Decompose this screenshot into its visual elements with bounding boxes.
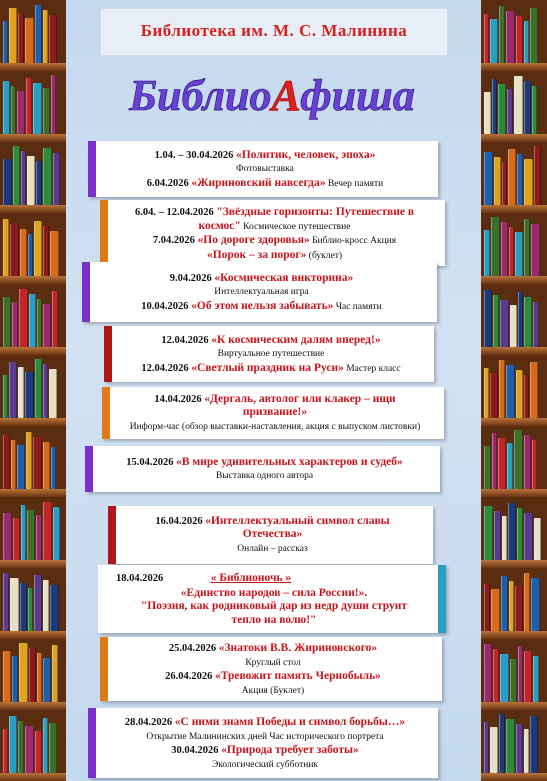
book-spine bbox=[534, 518, 541, 560]
book-spine bbox=[49, 369, 57, 418]
book-spine bbox=[34, 221, 42, 276]
book-spine bbox=[13, 146, 20, 205]
event-line bbox=[118, 334, 424, 348]
book-spine bbox=[510, 305, 517, 347]
event-title: космос" bbox=[198, 219, 241, 232]
book-spine bbox=[27, 156, 35, 205]
event-line bbox=[114, 656, 432, 671]
event-card bbox=[102, 387, 444, 439]
event-date: 9.04.2026 bbox=[169, 272, 215, 284]
event-date: 6.04.2026 bbox=[146, 177, 192, 189]
book-spine bbox=[9, 362, 17, 418]
book-spine bbox=[507, 443, 513, 489]
event-title: Отечества» bbox=[242, 528, 303, 541]
event-card bbox=[82, 262, 437, 322]
event-text bbox=[108, 506, 433, 564]
book-spine bbox=[494, 157, 501, 205]
book-spine bbox=[490, 373, 498, 418]
book-spine bbox=[491, 217, 500, 276]
event-card bbox=[85, 446, 440, 492]
book-spine bbox=[3, 375, 8, 418]
event-line bbox=[99, 469, 430, 484]
event-spacer bbox=[163, 574, 211, 584]
event-title: «С ними знамя Победы и символ борьбы…» bbox=[174, 716, 406, 728]
book-spine bbox=[524, 375, 529, 418]
book-spine bbox=[18, 721, 24, 773]
event-card bbox=[88, 141, 438, 197]
header-banner bbox=[100, 8, 448, 56]
event-title: "Звёздные горизонты: Путешествие в bbox=[216, 206, 415, 218]
event-card bbox=[98, 565, 446, 633]
book-spine bbox=[524, 573, 530, 631]
book-spine bbox=[49, 723, 57, 773]
event-line bbox=[116, 406, 434, 420]
event-line bbox=[122, 515, 423, 529]
event-title: « Библионочь » bbox=[210, 572, 292, 584]
event-date: 12.04.2026 bbox=[141, 362, 192, 374]
book-spine bbox=[484, 230, 490, 276]
book-spine bbox=[3, 651, 11, 702]
book-spine bbox=[11, 440, 16, 489]
book-spine bbox=[10, 224, 19, 276]
event-line bbox=[102, 730, 428, 745]
book-spine bbox=[514, 76, 523, 134]
book-spine bbox=[29, 294, 36, 347]
book-spine bbox=[53, 507, 60, 560]
book-spine bbox=[43, 658, 51, 702]
event-subtitle: Фотовыставка bbox=[236, 164, 294, 175]
book-spine bbox=[17, 91, 25, 134]
book-spine bbox=[524, 651, 532, 702]
book-spine bbox=[49, 15, 57, 63]
event-title: «Космическая викторина» bbox=[214, 271, 354, 284]
event-line bbox=[112, 572, 436, 587]
book-spine bbox=[493, 649, 499, 702]
event-text bbox=[100, 637, 442, 701]
book-spine bbox=[37, 653, 42, 702]
event-date: 12.04.2026 bbox=[161, 334, 212, 346]
event-subtitle: (буклет) bbox=[306, 250, 343, 261]
book-spine bbox=[493, 295, 499, 347]
event-line bbox=[96, 285, 427, 300]
event-title: «Об этом нельзя забывать» bbox=[191, 299, 334, 312]
event-text bbox=[88, 141, 438, 197]
event-line bbox=[114, 234, 435, 249]
event-title: призвание!» bbox=[242, 406, 308, 419]
book-spine bbox=[533, 656, 539, 702]
book-spine bbox=[507, 89, 513, 134]
event-card bbox=[108, 506, 433, 564]
book-spine bbox=[51, 447, 56, 489]
book-spine bbox=[524, 159, 533, 205]
event-line bbox=[102, 149, 428, 163]
event-subtitle: Открытие Малининских дней Час исторического портрета bbox=[146, 731, 384, 742]
book-spine bbox=[43, 502, 52, 560]
event-card bbox=[104, 326, 434, 382]
book-spine bbox=[36, 161, 42, 205]
event-text bbox=[88, 708, 438, 778]
book-spine bbox=[490, 19, 498, 63]
book-spine bbox=[484, 152, 493, 205]
book-spine bbox=[499, 714, 505, 773]
book-spine bbox=[19, 643, 28, 702]
book-spine bbox=[509, 227, 514, 276]
book-spine bbox=[506, 719, 515, 773]
book-spine bbox=[533, 302, 539, 347]
book-spine bbox=[21, 505, 26, 560]
book-spine bbox=[35, 359, 42, 418]
book-spine bbox=[530, 362, 538, 418]
svg-text:БиблиоАфиша: БиблиоАфиша bbox=[129, 71, 415, 120]
book-spine bbox=[43, 10, 48, 63]
book-spine bbox=[514, 430, 523, 489]
book-spine bbox=[530, 8, 538, 63]
book-spine bbox=[33, 83, 42, 134]
book-spine bbox=[53, 153, 60, 205]
book-spine bbox=[28, 234, 33, 276]
book-spine bbox=[484, 722, 489, 773]
book-spine bbox=[516, 370, 523, 418]
book-spine bbox=[25, 18, 34, 63]
book-spine bbox=[492, 433, 497, 489]
library-title: Библиотека им. М. С. Малинина bbox=[140, 21, 408, 40]
book-spine bbox=[524, 513, 533, 560]
book-spine bbox=[499, 360, 505, 418]
book-spine bbox=[3, 513, 12, 560]
book-spine bbox=[508, 149, 516, 205]
book-spine bbox=[532, 86, 537, 134]
event-subtitle: Выставка одного автора bbox=[215, 471, 314, 481]
book-spine bbox=[524, 435, 531, 489]
event-text bbox=[98, 565, 446, 633]
event-date: 25.04.2026 bbox=[168, 643, 219, 654]
event-title: «Дергаль, автолог или клакер – ищи bbox=[204, 392, 396, 405]
event-line bbox=[96, 300, 427, 315]
book-spine bbox=[492, 79, 497, 134]
book-spine bbox=[25, 372, 34, 418]
book-spine bbox=[500, 300, 509, 347]
event-subtitle: Космическое путешествие bbox=[240, 221, 351, 232]
book-spine bbox=[506, 11, 515, 63]
book-spine bbox=[510, 659, 517, 702]
event-line bbox=[114, 206, 435, 220]
book-spine bbox=[3, 21, 8, 63]
event-line bbox=[114, 249, 435, 264]
event-title: «К космическим далям вперед!» bbox=[211, 333, 381, 346]
bibliafisha-logo bbox=[129, 66, 415, 124]
book-spine bbox=[19, 289, 28, 347]
book-spine bbox=[484, 644, 492, 702]
book-spine bbox=[515, 232, 523, 276]
event-text bbox=[100, 200, 445, 266]
event-title: "Поэзия, как родниковый дар из недр души струит bbox=[140, 600, 408, 612]
event-title: «Тревожит память Чернобыль» bbox=[214, 670, 381, 682]
event-card bbox=[100, 200, 445, 266]
event-date: 6.04. – 12.04.2026 bbox=[134, 207, 217, 218]
event-title: тепло на волю!" bbox=[231, 613, 317, 626]
book-spine bbox=[12, 656, 18, 702]
event-card bbox=[100, 637, 442, 701]
event-line bbox=[118, 362, 424, 377]
book-spine bbox=[10, 578, 19, 631]
event-line bbox=[102, 758, 428, 773]
book-spine bbox=[501, 576, 508, 631]
book-spine bbox=[27, 510, 35, 560]
book-spine bbox=[500, 654, 509, 702]
book-spine bbox=[36, 515, 42, 560]
book-spine bbox=[532, 440, 537, 489]
event-date: 18.04.2026 bbox=[116, 573, 164, 584]
book-spine bbox=[11, 86, 16, 134]
book-spine bbox=[484, 446, 491, 489]
book-spine bbox=[3, 219, 9, 276]
bookshelf-right bbox=[481, 0, 547, 781]
book-spine bbox=[517, 508, 523, 560]
event-title: «Природа требует заботы» bbox=[221, 744, 359, 756]
book-spine bbox=[43, 364, 48, 418]
event-line bbox=[102, 744, 428, 758]
book-spine bbox=[25, 726, 34, 773]
event-line bbox=[118, 347, 424, 362]
event-date: 26.04.2026 bbox=[165, 671, 215, 682]
book-spine bbox=[43, 148, 52, 205]
event-line bbox=[122, 528, 423, 542]
book-spine bbox=[3, 729, 8, 773]
book-spine bbox=[518, 292, 523, 347]
event-date: 7.04.2026 bbox=[152, 235, 198, 246]
book-spine bbox=[3, 297, 11, 347]
book-spine bbox=[517, 154, 523, 205]
book-spine bbox=[43, 580, 49, 631]
book-spine bbox=[26, 78, 32, 134]
event-line bbox=[112, 587, 436, 601]
event-line bbox=[114, 220, 435, 235]
event-line bbox=[102, 716, 428, 730]
event-title: «Светлый праздник на Руси» bbox=[191, 361, 344, 374]
book-spine bbox=[524, 219, 530, 276]
book-spine bbox=[20, 229, 27, 276]
book-spine bbox=[524, 297, 532, 347]
event-text bbox=[104, 326, 434, 382]
book-spine bbox=[13, 518, 20, 560]
event-line bbox=[102, 177, 428, 192]
book-spine bbox=[3, 435, 10, 489]
book-spine bbox=[524, 729, 529, 773]
event-subtitle: Час памяти bbox=[333, 301, 382, 312]
book-spine bbox=[37, 299, 42, 347]
book-spine bbox=[43, 226, 49, 276]
book-spine bbox=[531, 224, 540, 276]
book-spine bbox=[515, 586, 523, 631]
book-spine bbox=[484, 506, 493, 560]
book-spine bbox=[20, 583, 27, 631]
event-date: 1.04. – 30.04.2026 bbox=[154, 149, 236, 161]
book-spine bbox=[499, 6, 505, 63]
book-spine bbox=[516, 724, 523, 773]
book-spine bbox=[26, 432, 32, 489]
book-spine bbox=[52, 645, 58, 702]
book-spine bbox=[33, 437, 42, 489]
event-line bbox=[112, 600, 436, 614]
book-spine bbox=[531, 578, 540, 631]
book-spine bbox=[3, 573, 9, 631]
book-spine bbox=[3, 81, 10, 134]
book-spine bbox=[498, 438, 506, 489]
event-line bbox=[116, 393, 434, 407]
book-spine bbox=[502, 516, 507, 560]
event-subtitle: Онлайн – рассказ bbox=[237, 543, 308, 554]
event-subtitle: Библио-кросс Акция bbox=[309, 236, 397, 246]
book-spine bbox=[506, 365, 515, 418]
book-spine bbox=[484, 584, 490, 631]
book-spine bbox=[530, 716, 538, 773]
event-title: «Политик, человек, эпоха» bbox=[235, 148, 376, 161]
event-date: 28.04.2026 bbox=[124, 717, 175, 728]
event-date: 30.04.2026 bbox=[171, 745, 222, 756]
book-spine bbox=[490, 727, 498, 773]
event-title: «В мире удивительных характеров и судеб» bbox=[176, 455, 403, 468]
event-line bbox=[114, 670, 432, 684]
book-spine bbox=[524, 81, 531, 134]
event-line bbox=[112, 614, 436, 628]
event-title: «Единство народов – сила России!». bbox=[180, 586, 368, 599]
event-title: «По дороге здоровья» bbox=[197, 234, 310, 246]
event-text bbox=[85, 446, 440, 492]
event-subtitle: Интеллектуальная игра bbox=[214, 287, 309, 298]
book-spine bbox=[508, 503, 516, 560]
event-line bbox=[99, 456, 430, 470]
book-spine bbox=[50, 231, 59, 276]
event-card bbox=[88, 708, 438, 778]
book-spine bbox=[43, 718, 48, 773]
book-spine bbox=[35, 731, 42, 773]
book-spine bbox=[43, 442, 50, 489]
event-title: «Знатоки В.В. Жириновского» bbox=[218, 642, 378, 654]
book-spine bbox=[484, 14, 489, 63]
event-date: 15.04.2026 bbox=[126, 456, 177, 468]
event-line bbox=[114, 642, 432, 656]
event-date: 10.04.2026 bbox=[141, 300, 192, 312]
event-text bbox=[82, 262, 437, 322]
book-spine bbox=[21, 151, 26, 205]
book-spine bbox=[518, 646, 523, 702]
book-spine bbox=[17, 445, 25, 489]
book-spine bbox=[9, 716, 17, 773]
book-spine bbox=[524, 21, 529, 63]
book-spine bbox=[509, 581, 514, 631]
book-spine bbox=[484, 92, 491, 134]
book-spine bbox=[484, 368, 489, 418]
book-spine bbox=[18, 13, 24, 63]
event-subtitle: Экологический субботник bbox=[211, 759, 319, 770]
event-title: «Порок – за порог» bbox=[206, 248, 307, 261]
book-spine bbox=[534, 146, 541, 205]
book-spine bbox=[491, 589, 500, 631]
book-spine bbox=[43, 304, 51, 347]
event-line bbox=[96, 272, 427, 286]
book-spine bbox=[52, 291, 58, 347]
event-subtitle: Мастер класс bbox=[343, 363, 401, 374]
bookshelf-left bbox=[0, 0, 66, 781]
book-spine bbox=[498, 84, 506, 134]
event-subtitle: Акция (Буклет) bbox=[241, 685, 305, 696]
event-text bbox=[102, 387, 444, 439]
book-spine bbox=[502, 162, 507, 205]
event-line bbox=[116, 420, 434, 435]
book-spine bbox=[501, 222, 508, 276]
event-title: «Интеллектуальный символ славы bbox=[205, 514, 390, 527]
book-spine bbox=[50, 585, 59, 631]
event-line bbox=[114, 684, 432, 699]
book-spine bbox=[12, 302, 18, 347]
book-spine bbox=[3, 159, 12, 205]
event-subtitle: Виртуальное путешествие bbox=[217, 349, 325, 360]
event-date: 16.04.2026 bbox=[155, 515, 206, 527]
event-date: 14.04.2026 bbox=[154, 393, 205, 405]
book-spine bbox=[484, 290, 492, 347]
book-spine bbox=[28, 588, 33, 631]
book-spine bbox=[9, 8, 17, 63]
event-line bbox=[122, 542, 423, 557]
book-spine bbox=[34, 575, 42, 631]
event-subtitle: Информ-час (обзор выставки-наставления, акция с выпуском листовки) bbox=[129, 421, 421, 432]
book-spine bbox=[494, 511, 501, 560]
book-spine bbox=[35, 5, 42, 63]
event-subtitle: Вечер памяти bbox=[325, 178, 384, 189]
event-subtitle: Круглый стол bbox=[245, 657, 301, 668]
book-spine bbox=[51, 75, 56, 134]
book-spine bbox=[43, 88, 50, 134]
book-spine bbox=[29, 648, 36, 702]
book-spine bbox=[18, 367, 24, 418]
event-line bbox=[102, 162, 428, 177]
event-title: «Жириновский навсегда» bbox=[191, 176, 326, 189]
book-spine bbox=[516, 16, 523, 63]
